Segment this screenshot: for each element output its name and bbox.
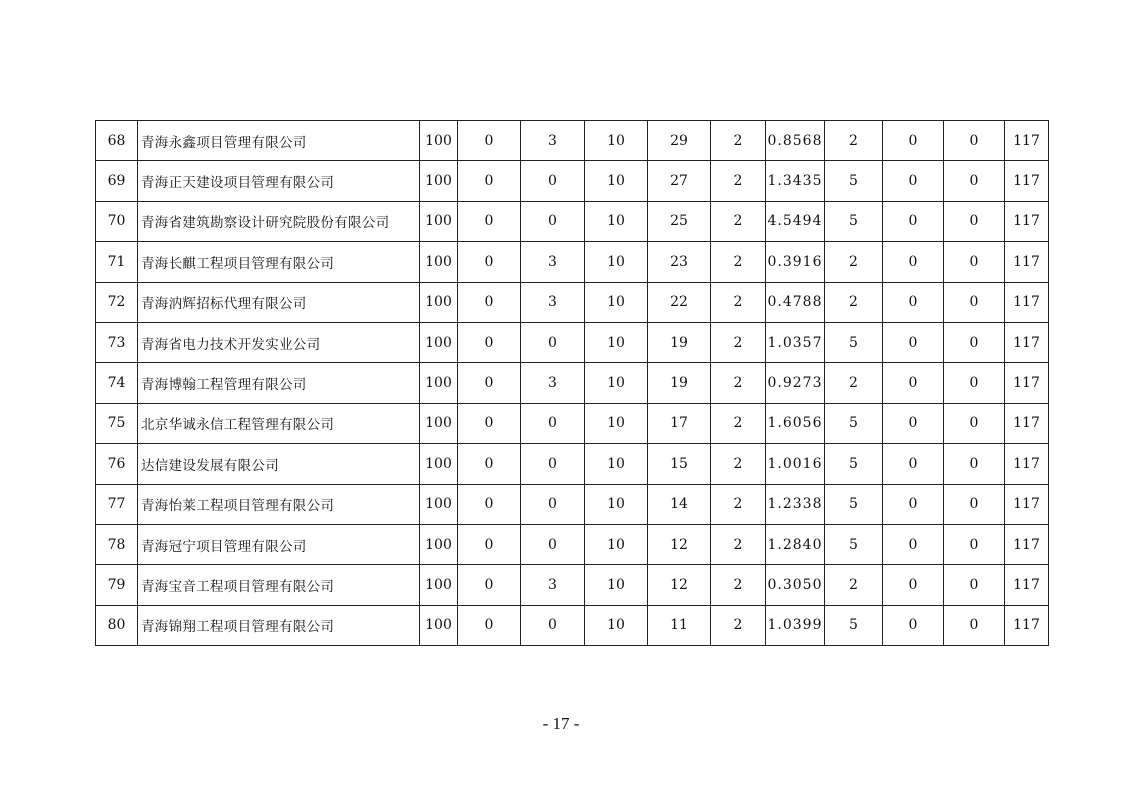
cell-company-name: 青海怡莱工程项目管理有限公司 [138,484,420,524]
cell-col-11: 0 [883,484,944,524]
cell-col-6: 10 [585,201,648,241]
cell-col-11: 0 [883,605,944,645]
cell-col-9: 0.4788 [766,282,825,322]
cell-col-11: 0 [883,444,944,484]
table-row [96,444,1049,484]
page-number: - 17 - [542,714,580,733]
cell-col-8: 2 [711,484,766,524]
cell-col-9: 0.9273 [766,363,825,403]
cell-col-12: 0 [944,322,1005,362]
cell-col-6: 10 [585,444,648,484]
cell-col-7: 12 [648,565,711,605]
cell-col-5: 0 [521,403,585,443]
cell-col-4: 0 [458,242,521,282]
cell-col-13: 117 [1005,282,1049,322]
cell-col-5: 0 [521,484,585,524]
cell-score-total: 100 [420,242,458,282]
cell-col-7: 22 [648,282,711,322]
cell-score-total: 100 [420,161,458,201]
cell-col-8: 2 [711,201,766,241]
cell-score-total: 100 [420,444,458,484]
cell-col-13: 117 [1005,444,1049,484]
cell-col-7: 12 [648,524,711,564]
cell-company-name: 达信建设发展有限公司 [138,444,420,484]
table-row [96,201,1049,241]
cell-col-9: 4.5494 [766,201,825,241]
cell-col-7: 15 [648,444,711,484]
cell-col-5: 0 [521,524,585,564]
cell-col-10: 5 [825,403,883,443]
cell-col-7: 17 [648,403,711,443]
cell-col-5: 3 [521,242,585,282]
cell-col-8: 2 [711,363,766,403]
cell-score-total: 100 [420,565,458,605]
cell-col-6: 10 [585,121,648,161]
cell-col-10: 5 [825,201,883,241]
cell-col-8: 2 [711,121,766,161]
cell-company-name: 青海省建筑勘察设计研究院股份有限公司 [138,201,420,241]
cell-company-name: 青海冠宁项目管理有限公司 [138,524,420,564]
cell-index: 75 [96,403,138,443]
cell-col-4: 0 [458,484,521,524]
cell-col-9: 0.3916 [766,242,825,282]
cell-col-4: 0 [458,322,521,362]
cell-company-name: 青海省电力技术开发实业公司 [138,322,420,362]
cell-company-name: 青海博翰工程管理有限公司 [138,363,420,403]
cell-index: 74 [96,363,138,403]
cell-col-11: 0 [883,282,944,322]
cell-score-total: 100 [420,363,458,403]
cell-col-12: 0 [944,444,1005,484]
cell-index: 69 [96,161,138,201]
cell-col-10: 5 [825,161,883,201]
cell-col-10: 2 [825,242,883,282]
cell-col-8: 2 [711,565,766,605]
cell-col-12: 0 [944,605,1005,645]
cell-col-6: 10 [585,403,648,443]
cell-col-13: 117 [1005,484,1049,524]
cell-score-total: 100 [420,605,458,645]
cell-col-5: 0 [521,444,585,484]
cell-col-4: 0 [458,363,521,403]
table-row [96,363,1049,403]
cell-col-5: 0 [521,201,585,241]
cell-col-12: 0 [944,484,1005,524]
cell-col-13: 117 [1005,161,1049,201]
cell-col-12: 0 [944,121,1005,161]
cell-col-13: 117 [1005,242,1049,282]
cell-col-9: 1.0357 [766,322,825,362]
cell-col-6: 10 [585,322,648,362]
cell-col-6: 10 [585,242,648,282]
cell-col-5: 0 [521,322,585,362]
cell-col-4: 0 [458,161,521,201]
cell-col-8: 2 [711,524,766,564]
cell-col-8: 2 [711,161,766,201]
cell-col-8: 2 [711,605,766,645]
cell-col-5: 3 [521,363,585,403]
cell-col-13: 117 [1005,121,1049,161]
cell-company-name: 北京华诚永信工程管理有限公司 [138,403,420,443]
cell-col-10: 2 [825,363,883,403]
cell-score-total: 100 [420,322,458,362]
cell-col-9: 0.8568 [766,121,825,161]
cell-company-name: 青海正天建设项目管理有限公司 [138,161,420,201]
cell-col-10: 5 [825,484,883,524]
table-row [96,121,1049,161]
cell-index: 76 [96,444,138,484]
cell-index: 70 [96,201,138,241]
cell-col-13: 117 [1005,201,1049,241]
cell-col-5: 3 [521,565,585,605]
cell-score-total: 100 [420,484,458,524]
cell-col-6: 10 [585,363,648,403]
cell-col-11: 0 [883,322,944,362]
cell-col-8: 2 [711,322,766,362]
cell-col-7: 19 [648,363,711,403]
cell-col-6: 10 [585,282,648,322]
table-row [96,484,1049,524]
cell-col-5: 0 [521,161,585,201]
cell-col-13: 117 [1005,565,1049,605]
cell-col-12: 0 [944,403,1005,443]
cell-col-8: 2 [711,282,766,322]
cell-col-13: 117 [1005,403,1049,443]
cell-col-8: 2 [711,403,766,443]
cell-col-4: 0 [458,524,521,564]
cell-col-12: 0 [944,363,1005,403]
cell-company-name: 青海汭辉招标代理有限公司 [138,282,420,322]
table-row [96,403,1049,443]
cell-col-7: 25 [648,201,711,241]
table-row [96,161,1049,201]
cell-index: 71 [96,242,138,282]
cell-col-13: 117 [1005,524,1049,564]
cell-company-name: 青海锦翔工程项目管理有限公司 [138,605,420,645]
cell-company-name: 青海永鑫项目管理有限公司 [138,121,420,161]
cell-col-9: 1.0016 [766,444,825,484]
cell-col-6: 10 [585,524,648,564]
cell-col-9: 1.3435 [766,161,825,201]
cell-score-total: 100 [420,121,458,161]
cell-col-11: 0 [883,121,944,161]
cell-col-5: 0 [521,605,585,645]
cell-col-7: 14 [648,484,711,524]
cell-index: 68 [96,121,138,161]
cell-col-12: 0 [944,565,1005,605]
cell-col-4: 0 [458,121,521,161]
cell-col-6: 10 [585,605,648,645]
cell-col-10: 2 [825,282,883,322]
cell-col-13: 117 [1005,605,1049,645]
cell-col-12: 0 [944,201,1005,241]
cell-col-11: 0 [883,242,944,282]
cell-col-10: 2 [825,565,883,605]
cell-col-12: 0 [944,161,1005,201]
table-row [96,242,1049,282]
cell-col-7: 19 [648,322,711,362]
cell-index: 77 [96,484,138,524]
cell-col-11: 0 [883,161,944,201]
cell-col-4: 0 [458,403,521,443]
cell-col-9: 1.2840 [766,524,825,564]
ranking-table [95,120,1049,646]
cell-col-10: 5 [825,322,883,362]
cell-score-total: 100 [420,282,458,322]
cell-col-6: 10 [585,161,648,201]
cell-company-name: 青海长麒工程项目管理有限公司 [138,242,420,282]
cell-col-8: 2 [711,242,766,282]
cell-col-9: 0.3050 [766,565,825,605]
cell-col-5: 3 [521,282,585,322]
cell-col-12: 0 [944,242,1005,282]
cell-col-11: 0 [883,565,944,605]
cell-col-10: 5 [825,605,883,645]
cell-col-11: 0 [883,201,944,241]
cell-score-total: 100 [420,524,458,564]
cell-col-12: 0 [944,524,1005,564]
cell-col-7: 29 [648,121,711,161]
cell-index: 72 [96,282,138,322]
cell-col-4: 0 [458,605,521,645]
cell-score-total: 100 [420,201,458,241]
cell-index: 73 [96,322,138,362]
cell-index: 79 [96,565,138,605]
cell-company-name: 青海宝音工程项目管理有限公司 [138,565,420,605]
cell-col-9: 1.0399 [766,605,825,645]
cell-col-7: 27 [648,161,711,201]
cell-col-11: 0 [883,363,944,403]
cell-col-4: 0 [458,565,521,605]
cell-col-11: 0 [883,403,944,443]
cell-col-10: 2 [825,121,883,161]
table-row [96,565,1049,605]
cell-col-12: 0 [944,282,1005,322]
cell-col-13: 117 [1005,322,1049,362]
cell-col-4: 0 [458,444,521,484]
cell-col-11: 0 [883,524,944,564]
cell-col-9: 1.6056 [766,403,825,443]
cell-col-7: 23 [648,242,711,282]
cell-col-10: 5 [825,444,883,484]
cell-col-6: 10 [585,484,648,524]
cell-index: 78 [96,524,138,564]
table-row [96,322,1049,362]
table-row [96,605,1049,645]
cell-col-10: 5 [825,524,883,564]
table-row [96,524,1049,564]
cell-col-13: 117 [1005,363,1049,403]
cell-index: 80 [96,605,138,645]
cell-col-6: 10 [585,565,648,605]
cell-col-5: 3 [521,121,585,161]
cell-col-4: 0 [458,282,521,322]
cell-score-total: 100 [420,403,458,443]
cell-col-7: 11 [648,605,711,645]
cell-col-9: 1.2338 [766,484,825,524]
table-row [96,282,1049,322]
cell-col-4: 0 [458,201,521,241]
cell-col-8: 2 [711,444,766,484]
